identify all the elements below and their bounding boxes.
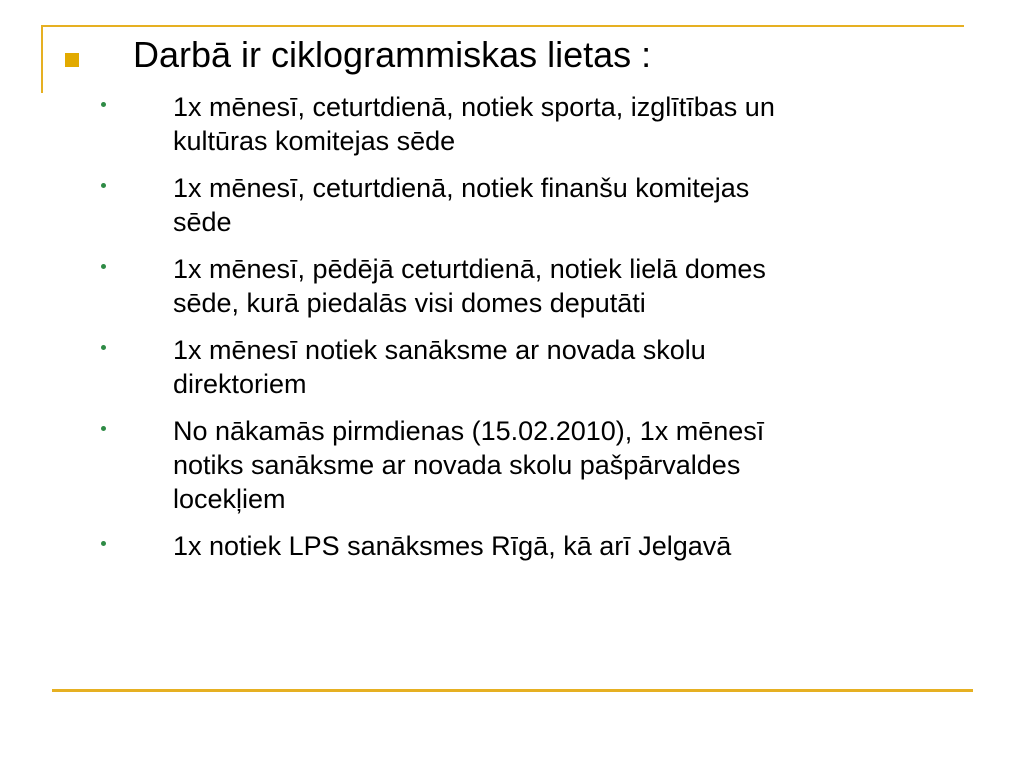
list-item-text bbox=[173, 529, 963, 563]
top-border-line bbox=[41, 25, 964, 27]
list-item-line: 1x mēnesī, ceturtdienā, notiek finanšu komitejas bbox=[173, 173, 750, 203]
dot-bullet-icon bbox=[101, 426, 106, 431]
list-item-line: notiks sanāksme ar novada skolu pašpārvaldes bbox=[173, 450, 741, 480]
list-item-text bbox=[173, 414, 963, 516]
list-item bbox=[0, 529, 1024, 563]
list-item-line: No nākamās pirmdienas (15.02.2010), 1x mēnesī bbox=[173, 416, 765, 446]
list-item bbox=[0, 90, 1024, 158]
list-item-text bbox=[173, 333, 963, 401]
dot-bullet-icon bbox=[101, 345, 106, 350]
list-item-text bbox=[173, 171, 963, 239]
list-item bbox=[0, 171, 1024, 239]
list-item bbox=[0, 333, 1024, 401]
list-item-line: 1x mēnesī, pēdējā ceturtdienā, notiek lielā domes bbox=[173, 254, 766, 284]
list-item-line: 1x mēnesī notiek sanāksme ar novada skolu bbox=[173, 335, 706, 365]
list-item-line: 1x mēnesī, ceturtdienā, notiek sporta, izglītības un bbox=[173, 92, 775, 122]
dot-bullet-icon bbox=[101, 183, 106, 188]
list-item bbox=[0, 414, 1024, 516]
square-bullet-icon bbox=[65, 53, 79, 67]
dot-bullet-icon bbox=[101, 541, 106, 546]
list-item-line: sēde bbox=[173, 207, 232, 237]
dot-bullet-icon bbox=[101, 264, 106, 269]
list-item-text bbox=[173, 252, 963, 320]
bottom-border-line bbox=[52, 689, 973, 692]
slide-heading: Darbā ir ciklogrammiskas lietas : bbox=[133, 34, 652, 75]
list-item-line: direktoriem bbox=[173, 369, 307, 399]
dot-bullet-icon bbox=[101, 102, 106, 107]
list-item bbox=[0, 252, 1024, 320]
list-item-line: locekļiem bbox=[173, 484, 286, 514]
bullet-list bbox=[0, 90, 1024, 576]
left-border-line bbox=[41, 25, 43, 93]
list-item-line: 1x notiek LPS sanāksmes Rīgā, kā arī Jelgavā bbox=[173, 531, 732, 561]
list-item-line: kultūras komitejas sēde bbox=[173, 126, 456, 156]
list-item-text bbox=[173, 90, 963, 158]
list-item-line: sēde, kurā piedalās visi domes deputāti bbox=[173, 288, 646, 318]
